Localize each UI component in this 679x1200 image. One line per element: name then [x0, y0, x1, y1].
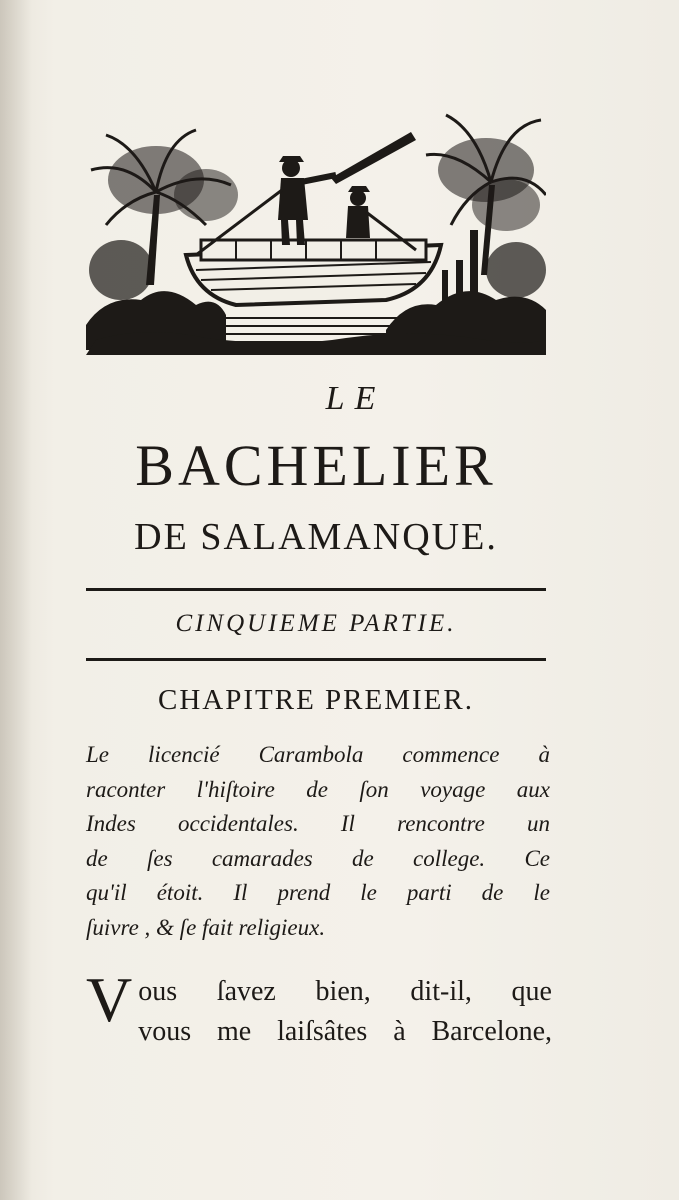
- chapter-summary: [86, 738, 550, 945]
- gutter-shadow: [0, 0, 32, 1200]
- rule-bottom: [86, 658, 546, 661]
- title-main: BACHELIER: [135, 433, 497, 498]
- chapter-heading: CHAPITRE PREMIER.: [158, 684, 474, 716]
- body-line: ous ſavez bien, dit-il, que: [138, 976, 552, 1007]
- title-subtitle: DE SALAMANQUE.: [134, 516, 498, 558]
- summary-line: Indes occidentales. Il rencontre un: [86, 811, 550, 836]
- summary-line: ſuivre , & ſe fait religieux.: [86, 914, 326, 940]
- summary-line: raconter l'hiſtoire de ſon voyage aux: [86, 776, 550, 802]
- rule-top: [86, 588, 546, 591]
- summary-line: qu'il étoit. Il prend le parti de le: [86, 880, 550, 905]
- summary-line: de ſes camarades de college. Ce: [86, 845, 550, 871]
- title-article: LE: [325, 380, 386, 417]
- body-text: [86, 964, 552, 1052]
- summary-line: Le licencié Carambola commence à: [86, 742, 550, 767]
- drop-cap: V: [86, 964, 133, 1035]
- woodcut-boat-scene-icon: [86, 100, 546, 355]
- part-heading: CINQUIEME PARTIE.: [175, 610, 457, 637]
- body-line: vous me laiſsâtes à Barcelone,: [138, 1016, 552, 1047]
